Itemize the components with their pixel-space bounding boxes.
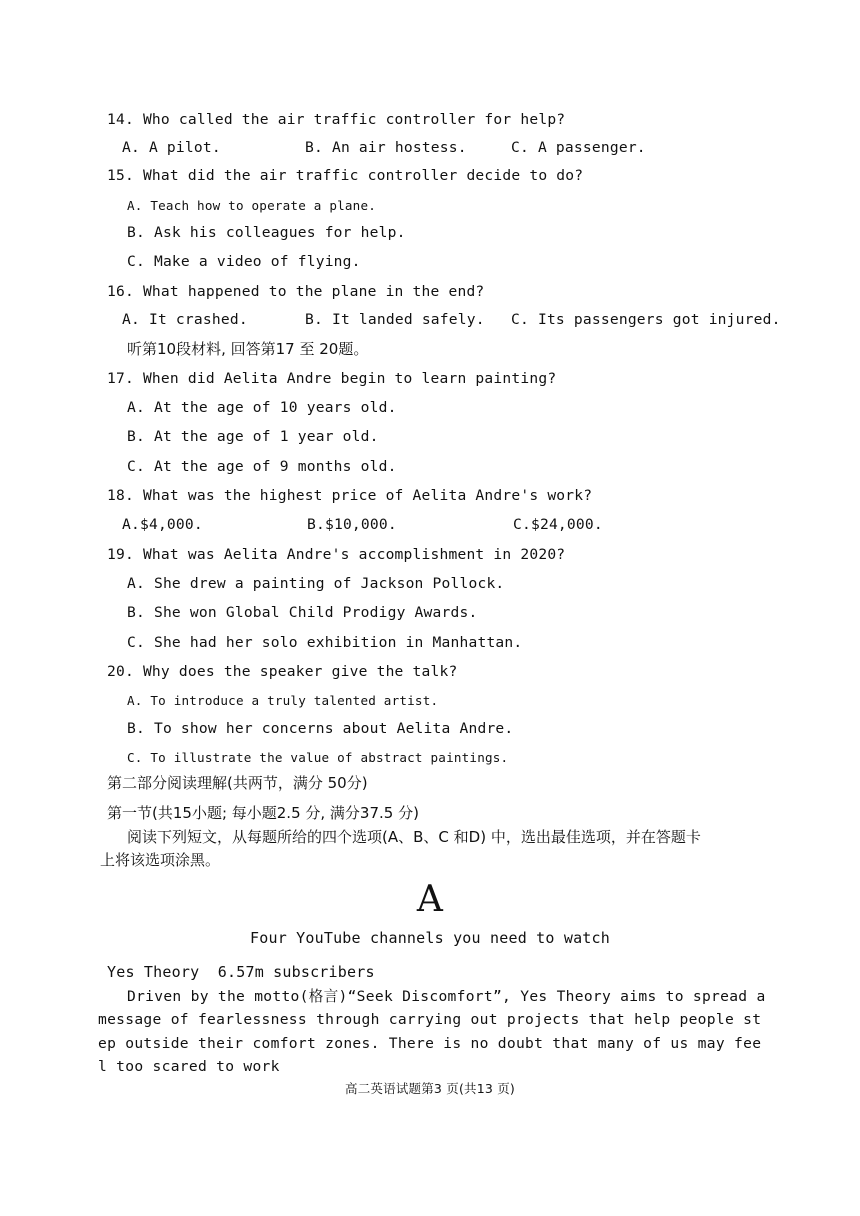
q20-option-b: B. To show her concerns about Aelita Andre.	[127, 720, 514, 737]
passage-letter: A	[416, 879, 444, 920]
q16-option-a: A. It crashed.	[122, 311, 248, 328]
q20-option-a: A. To introduce a truly talented artist.	[127, 693, 439, 708]
q16-option-b: B. It landed safely.	[305, 311, 485, 328]
q17-option-b: B. At the age of 1 year old.	[127, 428, 379, 445]
q14-option-b: B. An air hostess.	[305, 139, 467, 156]
q18-option-b: B.$10,000.	[307, 516, 397, 533]
section-10-instruction: 听第10段材料, 回答第17 至 20题。	[127, 340, 369, 358]
part-2-title: 第二部分阅读理解(共两节，满分 50分)	[107, 774, 368, 792]
question-17: 17. When did Aelita Andre begin to learn painting?	[107, 370, 557, 387]
q19-option-b: B. She won Global Child Prodigy Awards.	[127, 604, 478, 621]
q18-option-a: A.$4,000.	[122, 516, 203, 533]
passage-title: Four YouTube channels you need to watch	[250, 929, 610, 947]
q15-option-b: B. Ask his colleagues for help.	[127, 224, 406, 241]
page-footer: 高二英语试题第3 页(共13 页)	[345, 1081, 515, 1096]
q14-option-a: A. A pilot.	[122, 139, 221, 156]
q16-option-c: C. Its passengers got injured.	[511, 311, 781, 328]
question-20: 20. Why does the speaker give the talk?	[107, 663, 458, 680]
question-18: 18. What was the highest price of Aelita Andre's work?	[107, 487, 593, 504]
question-14: 14. Who called the air traffic controller for help?	[107, 111, 566, 128]
part-2-instruction-line-2: 上将该选项涂黑。	[100, 851, 221, 869]
q17-option-a: A. At the age of 10 years old.	[127, 399, 397, 416]
q17-option-c: C. At the age of 9 months old.	[127, 458, 397, 475]
q20-option-c: C. To illustrate the value of abstract paintings.	[127, 750, 509, 765]
part-2-instruction-line-1: 阅读下列短文，从每题所给的四个选项(A、B、C 和D) 中，选出最佳选项，并在答题卡	[127, 828, 701, 846]
question-19: 19. What was Aelita Andre's accomplishment in 2020?	[107, 546, 566, 563]
q19-option-c: C. She had her solo exhibition in Manhattan.	[127, 634, 523, 651]
question-15: 15. What did the air traffic controller decide to do?	[107, 167, 584, 184]
q15-option-a: A. Teach how to operate a plane.	[127, 198, 377, 213]
channel-heading: Yes Theory 6.57m subscribers	[107, 963, 375, 981]
passage-body: Driven by the motto(格言)“Seek Discomfort”, Yes Theory aims to spread a message of fearlessness through carrying out projects that help people step outside their comfort zones. There is no doubt that many of us may feel too scared to work	[98, 988, 766, 1076]
part-2-section-1: 第一节(共15小题; 每小题2.5 分, 满分37.5 分)	[107, 804, 419, 822]
q15-option-c: C. Make a video of flying.	[127, 253, 361, 270]
q18-option-c: C.$24,000.	[513, 516, 603, 533]
question-16: 16. What happened to the plane in the end?	[107, 283, 485, 300]
q19-option-a: A. She drew a painting of Jackson Pollock.	[127, 575, 505, 592]
q14-option-c: C. A passenger.	[511, 139, 646, 156]
